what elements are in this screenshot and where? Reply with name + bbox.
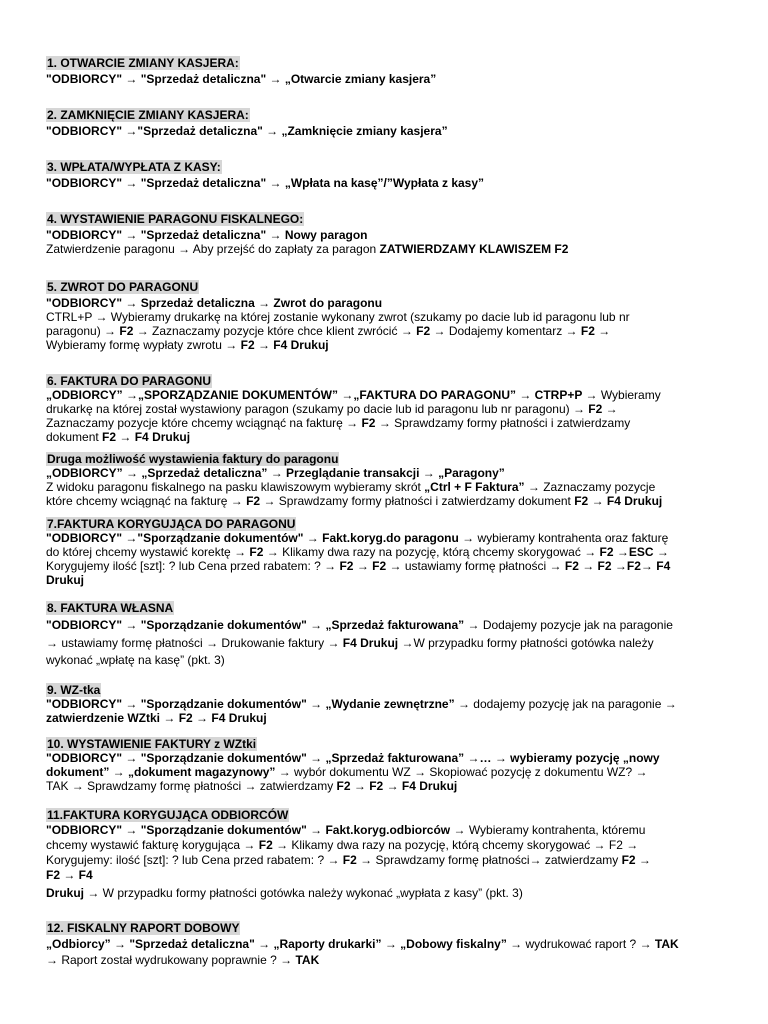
- line-text: F4 Drukuj: [269, 338, 329, 352]
- arrow-icon: →: [71, 779, 84, 793]
- arrow-icon: →: [125, 296, 138, 310]
- line-text: „Wydanie zewnętrzne”: [322, 697, 458, 711]
- arrow-icon: →: [640, 559, 653, 573]
- arrow-icon: →: [196, 711, 209, 725]
- arrow-icon: →: [310, 751, 323, 765]
- arrow-icon: →: [125, 823, 138, 837]
- instruction-line: [46, 416, 630, 430]
- line-text: …: [479, 751, 495, 765]
- arrow-icon: →: [266, 124, 279, 138]
- line-text: Sprzedaż detaliczna: [137, 296, 259, 310]
- section-heading: 1. OTWARCIE ZMIANY KASJERA:: [47, 56, 239, 70]
- line-text: "Sprzedaż detaliczna": [137, 228, 270, 242]
- instruction-line: [46, 324, 610, 338]
- instruction-line: [46, 72, 436, 86]
- line-text: Dodajemy pozycje jak na paragonie: [479, 618, 673, 632]
- instruction-line: [46, 296, 382, 310]
- arrow-icon: →: [257, 338, 270, 352]
- arrow-icon: →: [269, 176, 282, 190]
- arrow-icon: →: [269, 228, 282, 242]
- line-text: Sprawdzamy formy płatności i zatwierdzamy: [390, 416, 631, 430]
- line-text: „Sprzedaż fakturowana”: [322, 618, 468, 632]
- line-text: zatwierdzenie WZtki: [46, 711, 164, 725]
- section-6: [46, 374, 736, 444]
- arrow-icon: →: [125, 751, 138, 765]
- instruction-line: [46, 531, 668, 545]
- line-text: "ODBIORCY": [46, 618, 126, 632]
- line-text: "ODBIORCY": [46, 823, 126, 837]
- arrow-icon: →: [527, 480, 540, 494]
- line-text: „Zamknięcie zmiany kasjera”: [278, 124, 448, 138]
- arrow-icon: →: [125, 124, 138, 138]
- arrow-icon: →: [126, 388, 139, 402]
- line-text: Sprawdzamy formę płatności: [83, 779, 245, 793]
- instruction-line: [46, 618, 673, 632]
- section-13: [46, 921, 736, 967]
- arrow-icon: →: [258, 937, 271, 951]
- arrow-icon: →: [565, 324, 578, 338]
- arrow-icon: →: [572, 402, 585, 416]
- line-text: "Sprzedaż detaliczna": [126, 937, 259, 951]
- line-text: F2: [246, 545, 267, 559]
- line-text: "Sporządzanie dokumentów": [137, 823, 311, 837]
- line-text: "ODBIORCY": [46, 697, 126, 711]
- line-text: „Paragony”: [434, 466, 505, 480]
- arrow-icon: →: [591, 494, 604, 508]
- instruction-line: [46, 338, 329, 352]
- line-text: Klikamy dwa razy na pozycję, którą chcemy skorygować: [288, 838, 594, 852]
- line-text: Dodajemy komentarz: [445, 324, 566, 338]
- line-text: F2: [577, 324, 599, 338]
- arrow-icon: →: [656, 545, 669, 559]
- arrow-icon: →: [225, 338, 238, 352]
- line-text: "ODBIORCY": [46, 531, 126, 545]
- line-text: Zaznaczamy pozycje które chce klient zwrócić: [148, 324, 401, 338]
- arrow-icon: →: [114, 937, 127, 951]
- line-text: Wybieramy kontrahenta, któremu: [465, 823, 646, 837]
- arrow-icon: →: [125, 72, 138, 86]
- arrow-icon: →: [263, 494, 276, 508]
- arrow-icon: →: [125, 531, 138, 545]
- arrow-icon: →: [457, 697, 470, 711]
- arrow-icon: →: [400, 324, 413, 338]
- arrow-icon: →: [462, 531, 475, 545]
- line-text: „Sprzedaż fakturowana”: [322, 751, 468, 765]
- arrow-icon: →: [95, 310, 108, 324]
- arrow-icon: →: [234, 545, 247, 559]
- line-text: „ODBIORCY”: [46, 466, 127, 480]
- section-heading: 6. FAKTURA DO PARAGONU: [47, 374, 212, 388]
- arrow-icon: →: [310, 823, 323, 837]
- arrow-icon: →: [549, 559, 562, 573]
- line-text: "Sprzedaż detaliczna": [137, 124, 267, 138]
- arrow-icon: →: [310, 618, 323, 632]
- section-heading: 5. ZWROT DO PARAGONU: [47, 280, 199, 294]
- line-text: F2: [365, 779, 387, 793]
- section-4: [46, 212, 736, 256]
- instruction-line: [46, 779, 457, 793]
- line-text: TAK: [651, 937, 679, 951]
- arrow-icon: →: [664, 697, 677, 711]
- line-text: Wybieramy formę wypłaty zwrotu: [46, 338, 226, 352]
- line-text: ESC: [628, 545, 657, 559]
- line-text: Zwrot do paragonu: [270, 296, 383, 310]
- line-text: F4 Drukuj: [339, 636, 402, 650]
- line-text: "Sporządzanie dokumentów": [137, 751, 311, 765]
- section-heading: 8. FAKTURA WŁASNA: [47, 601, 174, 615]
- arrow-icon: →: [125, 618, 138, 632]
- line-text: F4: [652, 559, 671, 573]
- arrow-icon: →: [206, 636, 219, 650]
- line-text: Korygujemy ilość [szt]: ? lub Cena przed rabatem: ?: [46, 559, 325, 573]
- arrow-icon: →: [112, 765, 125, 779]
- line-text: F2: [596, 545, 617, 559]
- instruction-line: [46, 573, 84, 587]
- line-text: F2: [102, 430, 120, 444]
- arrow-icon: →: [616, 545, 629, 559]
- section-heading: 9. WZ-tka: [47, 683, 101, 697]
- line-text: F4 Drukuj: [398, 779, 458, 793]
- arrow-icon: →: [401, 636, 414, 650]
- instruction-line: [46, 310, 630, 324]
- arrow-icon: →: [422, 466, 435, 480]
- instruction-line: [46, 937, 679, 951]
- line-text: „FAKTURA DO PARAGONU”: [353, 388, 520, 402]
- line-text: Sprawdzamy formę płatności: [372, 853, 530, 867]
- line-text: TAK: [292, 953, 320, 967]
- section-heading: Druga możliwość wystawienia faktury do paragonu: [47, 452, 339, 466]
- arrow-icon: →: [585, 388, 598, 402]
- arrow-icon: →: [626, 838, 639, 852]
- line-text: „Odbiorcy”: [46, 937, 115, 951]
- instruction-line: [46, 636, 654, 650]
- instruction-line: [46, 388, 661, 402]
- section-12: [46, 808, 736, 900]
- instruction-line: [46, 823, 645, 837]
- arrow-icon: →: [178, 242, 191, 256]
- line-text: ustawiamy formę płatności: [401, 559, 550, 573]
- arrow-icon: →: [433, 324, 446, 338]
- arrow-icon: →: [243, 838, 256, 852]
- arrow-icon: →: [163, 711, 176, 725]
- section-5: [46, 280, 736, 352]
- line-text: które chcemy wciągnąć na fakturę: [46, 494, 231, 508]
- line-text: „dokument magazynowy”: [124, 765, 279, 779]
- arrow-icon: →: [126, 466, 139, 480]
- arrow-icon: →: [598, 324, 611, 338]
- arrow-icon: →: [360, 853, 373, 867]
- line-text: W przypadku formy płatności gotówka należy: [413, 636, 654, 650]
- arrow-icon: →: [635, 765, 648, 779]
- line-text: Drukowanie faktury: [218, 636, 328, 650]
- instruction-line: [46, 711, 267, 725]
- line-text: F2: [605, 838, 627, 852]
- line-text: "Sporządzanie dokumentów": [137, 697, 311, 711]
- arrow-icon: →: [614, 559, 627, 573]
- arrow-icon: →: [389, 559, 402, 573]
- line-text: F2: [255, 838, 277, 852]
- instruction-line: [46, 838, 638, 852]
- line-text: „SPORZĄDZANIE DOKUMENTÓW”: [138, 388, 342, 402]
- line-text: „Sprzedaż detaliczna”: [138, 466, 271, 480]
- arrow-icon: →: [386, 779, 399, 793]
- line-text: F2: [561, 559, 583, 573]
- section-heading: 11.FAKTURA KORYGUJĄCA ODBIORCÓW: [47, 808, 289, 822]
- line-text: Drukuj: [46, 886, 88, 900]
- line-text: chcemy wystawić fakturę korygująca: [46, 838, 244, 852]
- arrow-icon: →: [125, 228, 138, 242]
- line-text: wybieramy kontrahenta oraz fakturę: [474, 531, 669, 545]
- line-text: F4 Drukuj: [603, 494, 663, 508]
- line-text: "ODBIORCY": [46, 751, 126, 765]
- instruction-line: [46, 494, 662, 508]
- line-text: do której chcemy wystawić korektę: [46, 545, 235, 559]
- line-text: Raport został wydrukowany poprawnie ?: [58, 953, 281, 967]
- arrow-icon: →: [258, 296, 271, 310]
- arrow-icon: →: [529, 853, 542, 867]
- arrow-icon: →: [341, 388, 354, 402]
- instruction-line: [46, 697, 677, 711]
- line-text: W przypadku formy płatności gotówka należy wykonać „wypłata z kasy” (pkt. 3): [99, 886, 523, 900]
- line-text: "Sprzedaż detaliczna": [137, 72, 270, 86]
- line-text: "Sporządzanie dokumentów": [137, 618, 311, 632]
- instruction-line: [46, 886, 523, 900]
- line-text: F2: [358, 416, 379, 430]
- line-text: F2: [368, 559, 390, 573]
- line-text: dodajemy pozycję jak na paragonie: [469, 697, 665, 711]
- arrow-icon: →: [356, 559, 369, 573]
- arrow-icon: →: [230, 494, 243, 508]
- line-text: F2: [116, 324, 137, 338]
- line-text: dokument: [46, 430, 103, 444]
- line-text: Wybieramy: [597, 388, 661, 402]
- line-text: F4: [75, 868, 93, 882]
- line-text: „ODBIORCY”: [46, 388, 127, 402]
- line-text: "Sprzedaż detaliczna": [137, 176, 270, 190]
- instruction-line: [46, 466, 505, 480]
- line-text: zatwierdzamy: [541, 853, 622, 867]
- arrow-icon: →: [280, 953, 293, 967]
- line-text: Klikamy dwa razy na pozycję, którą chcemy skorygować: [278, 545, 585, 559]
- section-heading: 12. FISKALNY RAPORT DOBOWY: [47, 921, 240, 935]
- line-text: "ODBIORCY": [46, 124, 126, 138]
- line-text: F2: [339, 853, 361, 867]
- arrow-icon: →: [639, 937, 652, 951]
- line-text: ustawiamy formę płatności: [58, 636, 207, 650]
- line-text: Wybieramy drukarkę na której zostanie wykonany zwrot (szukamy po dacie lub id paragonu lub nr: [107, 310, 630, 324]
- line-text: F2: [574, 494, 592, 508]
- instruction-line: [46, 751, 660, 765]
- instruction-line: [46, 430, 190, 444]
- arrow-icon: →: [353, 779, 366, 793]
- line-text: F2: [46, 868, 64, 882]
- section-heading: 3. WPŁATA/WYPŁATA Z KASY:: [47, 160, 221, 174]
- instruction-line: [46, 242, 568, 256]
- arrow-icon: →: [324, 559, 337, 573]
- line-text: „Otwarcie zmiany kasjera”: [281, 72, 437, 86]
- arrow-icon: →: [87, 886, 100, 900]
- arrow-icon: →: [346, 416, 359, 430]
- arrow-icon: →: [104, 324, 117, 338]
- section-9: [46, 601, 736, 667]
- line-text: "Sporządzanie dokumentów": [137, 531, 307, 545]
- line-text: „Raporty drukarki”: [270, 937, 385, 951]
- instruction-line: [46, 953, 319, 967]
- line-text: Drukuj: [46, 573, 85, 587]
- arrow-icon: →: [46, 953, 58, 967]
- arrow-icon: →: [119, 430, 132, 444]
- instruction-line: [46, 124, 448, 138]
- line-text: F2: [626, 559, 641, 573]
- section-heading: 2. ZAMKNIĘCIE ZMIANY KASJERA:: [47, 108, 249, 122]
- line-text: Nowy paragon: [281, 228, 368, 242]
- arrow-icon: →: [270, 466, 283, 480]
- line-text: wybór dokumentu WZ: [290, 765, 415, 779]
- arrow-icon: →: [593, 838, 606, 852]
- section-heading: 7.FAKTURA KORYGUJĄCA DO PARAGONU: [47, 517, 296, 531]
- arrow-icon: →: [638, 853, 651, 867]
- line-text: „Dobowy fiskalny”: [396, 937, 511, 951]
- line-text: Aby przejść do zapłaty za paragon: [190, 242, 380, 256]
- section-3: [46, 160, 736, 190]
- arrow-icon: →: [269, 72, 282, 86]
- section-8: [46, 517, 736, 587]
- line-text: Zaznaczamy pozycje które chcemy wciągnąć na fakturę: [46, 416, 347, 430]
- arrow-icon: →: [46, 636, 58, 650]
- arrow-icon: →: [327, 636, 340, 650]
- line-text: Zatwierdzenie paragonu: [46, 242, 179, 256]
- line-text: F2: [594, 559, 615, 573]
- line-text: Fakt.koryg.odbiorców: [322, 823, 454, 837]
- line-text: "ODBIORCY": [46, 176, 126, 190]
- line-text: dokument”: [46, 765, 113, 779]
- instruction-line: [46, 176, 484, 190]
- arrow-icon: →: [136, 324, 149, 338]
- line-text: "ODBIORCY": [46, 228, 126, 242]
- arrow-icon: →: [244, 779, 257, 793]
- instruction-line: [46, 559, 670, 573]
- instruction-line: [46, 853, 651, 867]
- section-heading: 4. WYSTAWIENIE PARAGONU FISKALNEGO:: [47, 212, 304, 226]
- line-text: F4 Drukuj: [131, 430, 191, 444]
- arrow-icon: →: [278, 765, 291, 779]
- line-text: F2: [175, 711, 197, 725]
- arrow-icon: →: [510, 937, 523, 951]
- line-text: F2: [584, 402, 606, 416]
- instruction-line: [46, 402, 618, 416]
- section-10: [46, 683, 736, 725]
- arrow-icon: →: [582, 559, 595, 573]
- section-11: [46, 737, 736, 793]
- arrow-icon: →: [266, 545, 279, 559]
- line-text: ZATWIERDZAMY KLAWISZEM F2: [379, 242, 569, 256]
- arrow-icon: →: [125, 697, 138, 711]
- line-text: "ODBIORCY": [46, 72, 126, 86]
- line-text: F2: [336, 779, 354, 793]
- instruction-line: [46, 765, 648, 779]
- line-text: wydrukować raport ?: [522, 937, 640, 951]
- line-text: „Wpłata na kasę”/”Wypłata z kasy”: [281, 176, 485, 190]
- arrow-icon: →: [63, 868, 76, 882]
- line-text: F2: [621, 853, 639, 867]
- arrow-icon: →: [467, 751, 480, 765]
- line-text: F4 Drukuj: [208, 711, 267, 725]
- arrow-icon: →: [327, 853, 340, 867]
- line-text: F2: [336, 559, 357, 573]
- line-text: „Ctrl + F Faktura”: [424, 480, 528, 494]
- instruction-line: [46, 653, 225, 667]
- arrow-icon: →: [310, 697, 323, 711]
- instruction-line: [46, 480, 655, 494]
- arrow-icon: →: [276, 838, 289, 852]
- line-text: CTRL+P: [46, 310, 96, 324]
- section-heading: 10. WYSTAWIENIE FAKTURY z WZtki: [47, 737, 257, 751]
- line-text: Z widoku paragonu fiskalnego na pasku klawiszowym wybieramy skrót: [46, 480, 425, 494]
- section-2: [46, 108, 736, 138]
- line-text: Zaznaczamy pozycje: [539, 480, 656, 494]
- arrow-icon: →: [519, 388, 532, 402]
- arrow-icon: →: [378, 416, 391, 430]
- arrow-icon: →: [584, 545, 597, 559]
- section-7: [46, 452, 736, 508]
- instruction-line: [46, 228, 368, 242]
- line-text: paragonu): [46, 324, 105, 338]
- arrow-icon: →: [494, 751, 507, 765]
- line-text: "ODBIORCY": [46, 296, 126, 310]
- arrow-icon: →: [414, 765, 427, 779]
- arrow-icon: →: [384, 937, 397, 951]
- instruction-line: [46, 545, 669, 559]
- line-text: Sprawdzamy formy płatności i zatwierdzamy dokument: [275, 494, 575, 508]
- line-text: Skopiować pozycję z dokumentu WZ?: [426, 765, 636, 779]
- arrow-icon: →: [125, 176, 138, 190]
- line-text: Przeglądanie transakcji: [282, 466, 423, 480]
- line-text: CTRP+P: [531, 388, 586, 402]
- line-text: Korygujemy: ilość [szt]: ? lub Cena przed rabatem: ?: [46, 853, 328, 867]
- line-text: wykonać „wpłatę na kasę” (pkt. 3): [46, 653, 225, 667]
- line-text: F2: [237, 338, 258, 352]
- arrow-icon: →: [605, 402, 618, 416]
- arrow-icon: →: [453, 823, 466, 837]
- line-text: drukarkę na której został wystawiony paragon (szukamy po dacie lub id paragonu lub nr paragonu): [46, 402, 573, 416]
- line-text: F2: [242, 494, 264, 508]
- line-text: Fakt.koryg.do paragonu: [318, 531, 463, 545]
- instruction-line: [46, 868, 93, 882]
- section-1: [46, 56, 736, 86]
- arrow-icon: →: [306, 531, 319, 545]
- line-text: wybieramy pozycję „nowy: [506, 751, 660, 765]
- line-text: F2: [412, 324, 434, 338]
- line-text: TAK: [46, 779, 72, 793]
- arrow-icon: →: [467, 618, 480, 632]
- line-text: zatwierdzamy: [256, 779, 337, 793]
